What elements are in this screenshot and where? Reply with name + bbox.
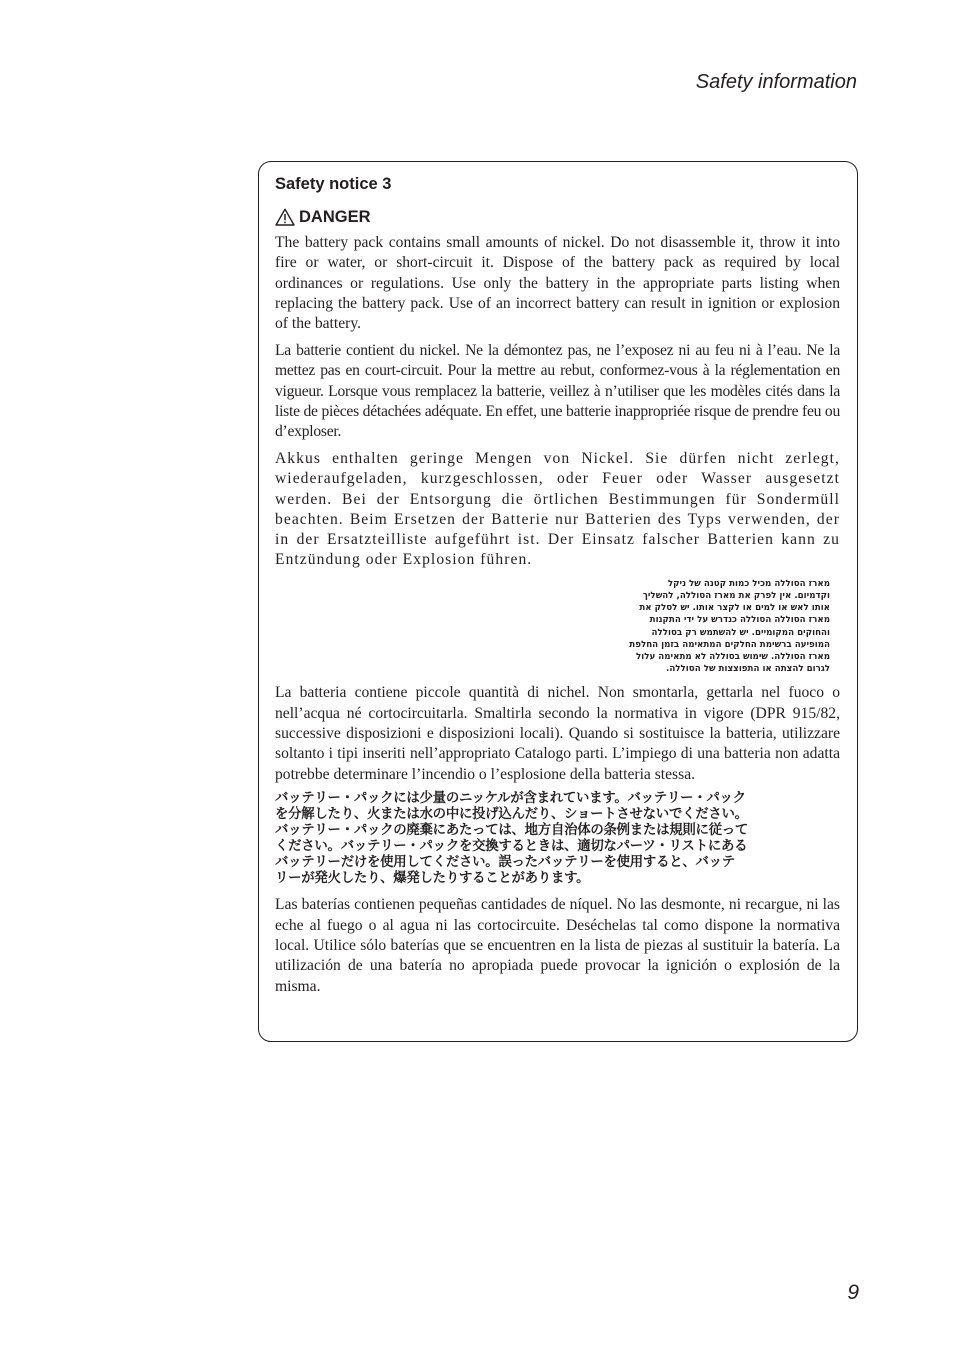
page-header-title: Safety information <box>695 71 857 93</box>
page-number: 9 <box>847 1281 859 1304</box>
japanese-line: を分解したり、火または水の中に投げ込んだり、ショートさせないでください。 <box>275 807 748 823</box>
hebrew-line: מארז הסוללה מכיל כמות קטנה של ניקל <box>667 578 830 589</box>
hebrew-line: מארז הסוללה הסוללה כנדרש על ידי התקנות <box>649 615 830 626</box>
japanese-line: バッテリー・パックの廃棄にあたっては、地方自治体の条例または規則に従って <box>275 823 749 839</box>
notice-title: Safety notice 3 <box>275 175 392 193</box>
hebrew-line: והחוקים המקומיים. יש להשתמש רק בסוללה <box>651 627 830 638</box>
notice-text-german: Akkus enthalten geringe Mengen von Nickel. Sie dürfen nicht zerlegt, wiederaufgeladen, kurzgeschlossen, oder Feuer oder Wasser ausgesetzt werden. Bei der Entsorgung die örtlichen Bestimmungen für Sondermüll beachten. Beim Ersetzen der Batterie nur Batterien des Typs verwenden, der in der Ersatzteilliste aufgeführt ist. Der Einsatz falscher Batterien kann zu Entzündung oder Explosion führen. <box>275 449 840 569</box>
notice-text-english: The battery pack contains small amounts of nickel. Do not disassemble it, throw it into fire or water, or short-circuit it. Dispose of the battery pack as required by local ordinances or regulations. Use only the battery in the appropriate parts listing when replacing the battery pack. Use of an incorrect battery can result in ignition or explosion of the battery. <box>275 234 840 333</box>
danger-label: DANGER <box>299 208 371 226</box>
notice-text-french: La batterie contient du nickel. Ne la démontez pas, ne l’exposez ni au feu ni à l’eau. Ne la mettez pas en court-circuit. Pour la mettre au rebut, conformez-vous à la réglementation en vigueur. Lorsque vous remplacez la batterie, veillez à n’utiliser que les modèles cités dans la liste de pièces détachées adéquate. En effet, une batterie inappropriée risque de prendre feu ou d’exploser. <box>275 341 840 441</box>
japanese-line: リーが発火したり、爆発したりすることがあります。 <box>275 871 590 887</box>
japanese-line: バッテリーだけを使用してください。誤ったバッテリーを使用すると、バッテ <box>275 855 735 871</box>
notice-text-spanish: Las baterías contienen pequeñas cantidades de níquel. No las desmonte, ni recargue, ni las eche al fuego o al agua ni las cortocircuite. Deséchelas tal como dispone la normativa local. Utilice sólo baterías que se encuentren en la lista de piezas al sustituir la batería. La utilización de una batería no apropiada puede provocar la ignición o explosión de la misma. <box>275 896 840 995</box>
notice-text-japanese <box>275 791 840 887</box>
hebrew-line: מארז הסוללה. שימוש בסוללה לא מתאימה עלול <box>636 651 830 662</box>
notice-text-italian: La batteria contiene piccole quantità di nichel. Non smontarla, gettarla nel fuoco o nell’acqua né cortocircuitarla. Smaltirla secondo la normativa in vigore (DPR 915/82, successive disposizioni e disposizioni locali). Quando si sostituisce la batteria, utilizzare soltanto i tipi inseriti nell’appropriato Catalogo parti. L’impiego di una batteria non adatta potrebbe determinare l’incendio o l’esplosione della batteria stessa. <box>275 684 840 783</box>
hebrew-line: לגרום להצתה או התפוצצות של הסוללה. <box>666 664 830 675</box>
notice-text-hebrew <box>582 578 830 676</box>
hebrew-line: המופיעה ברשימת החלקים המתאימה בזמן החלפת <box>629 639 830 650</box>
hebrew-line: וקדמיום. אין לפרק את מארז הסוללה, להשליך <box>642 590 830 601</box>
japanese-line: バッテリー・パックには少量のニッケルが含まれています。バッテリー・パック <box>275 791 746 807</box>
danger-heading <box>275 207 840 227</box>
safety-notice-box <box>258 161 858 1042</box>
hebrew-line: אותו לאש או למים או לקצר אותו. יש לסלק את <box>639 603 830 614</box>
warning-triangle-icon <box>275 208 295 226</box>
japanese-line: ください。バッテリー・パックを交換するときは、適切なパーツ・リストにある <box>275 839 748 855</box>
